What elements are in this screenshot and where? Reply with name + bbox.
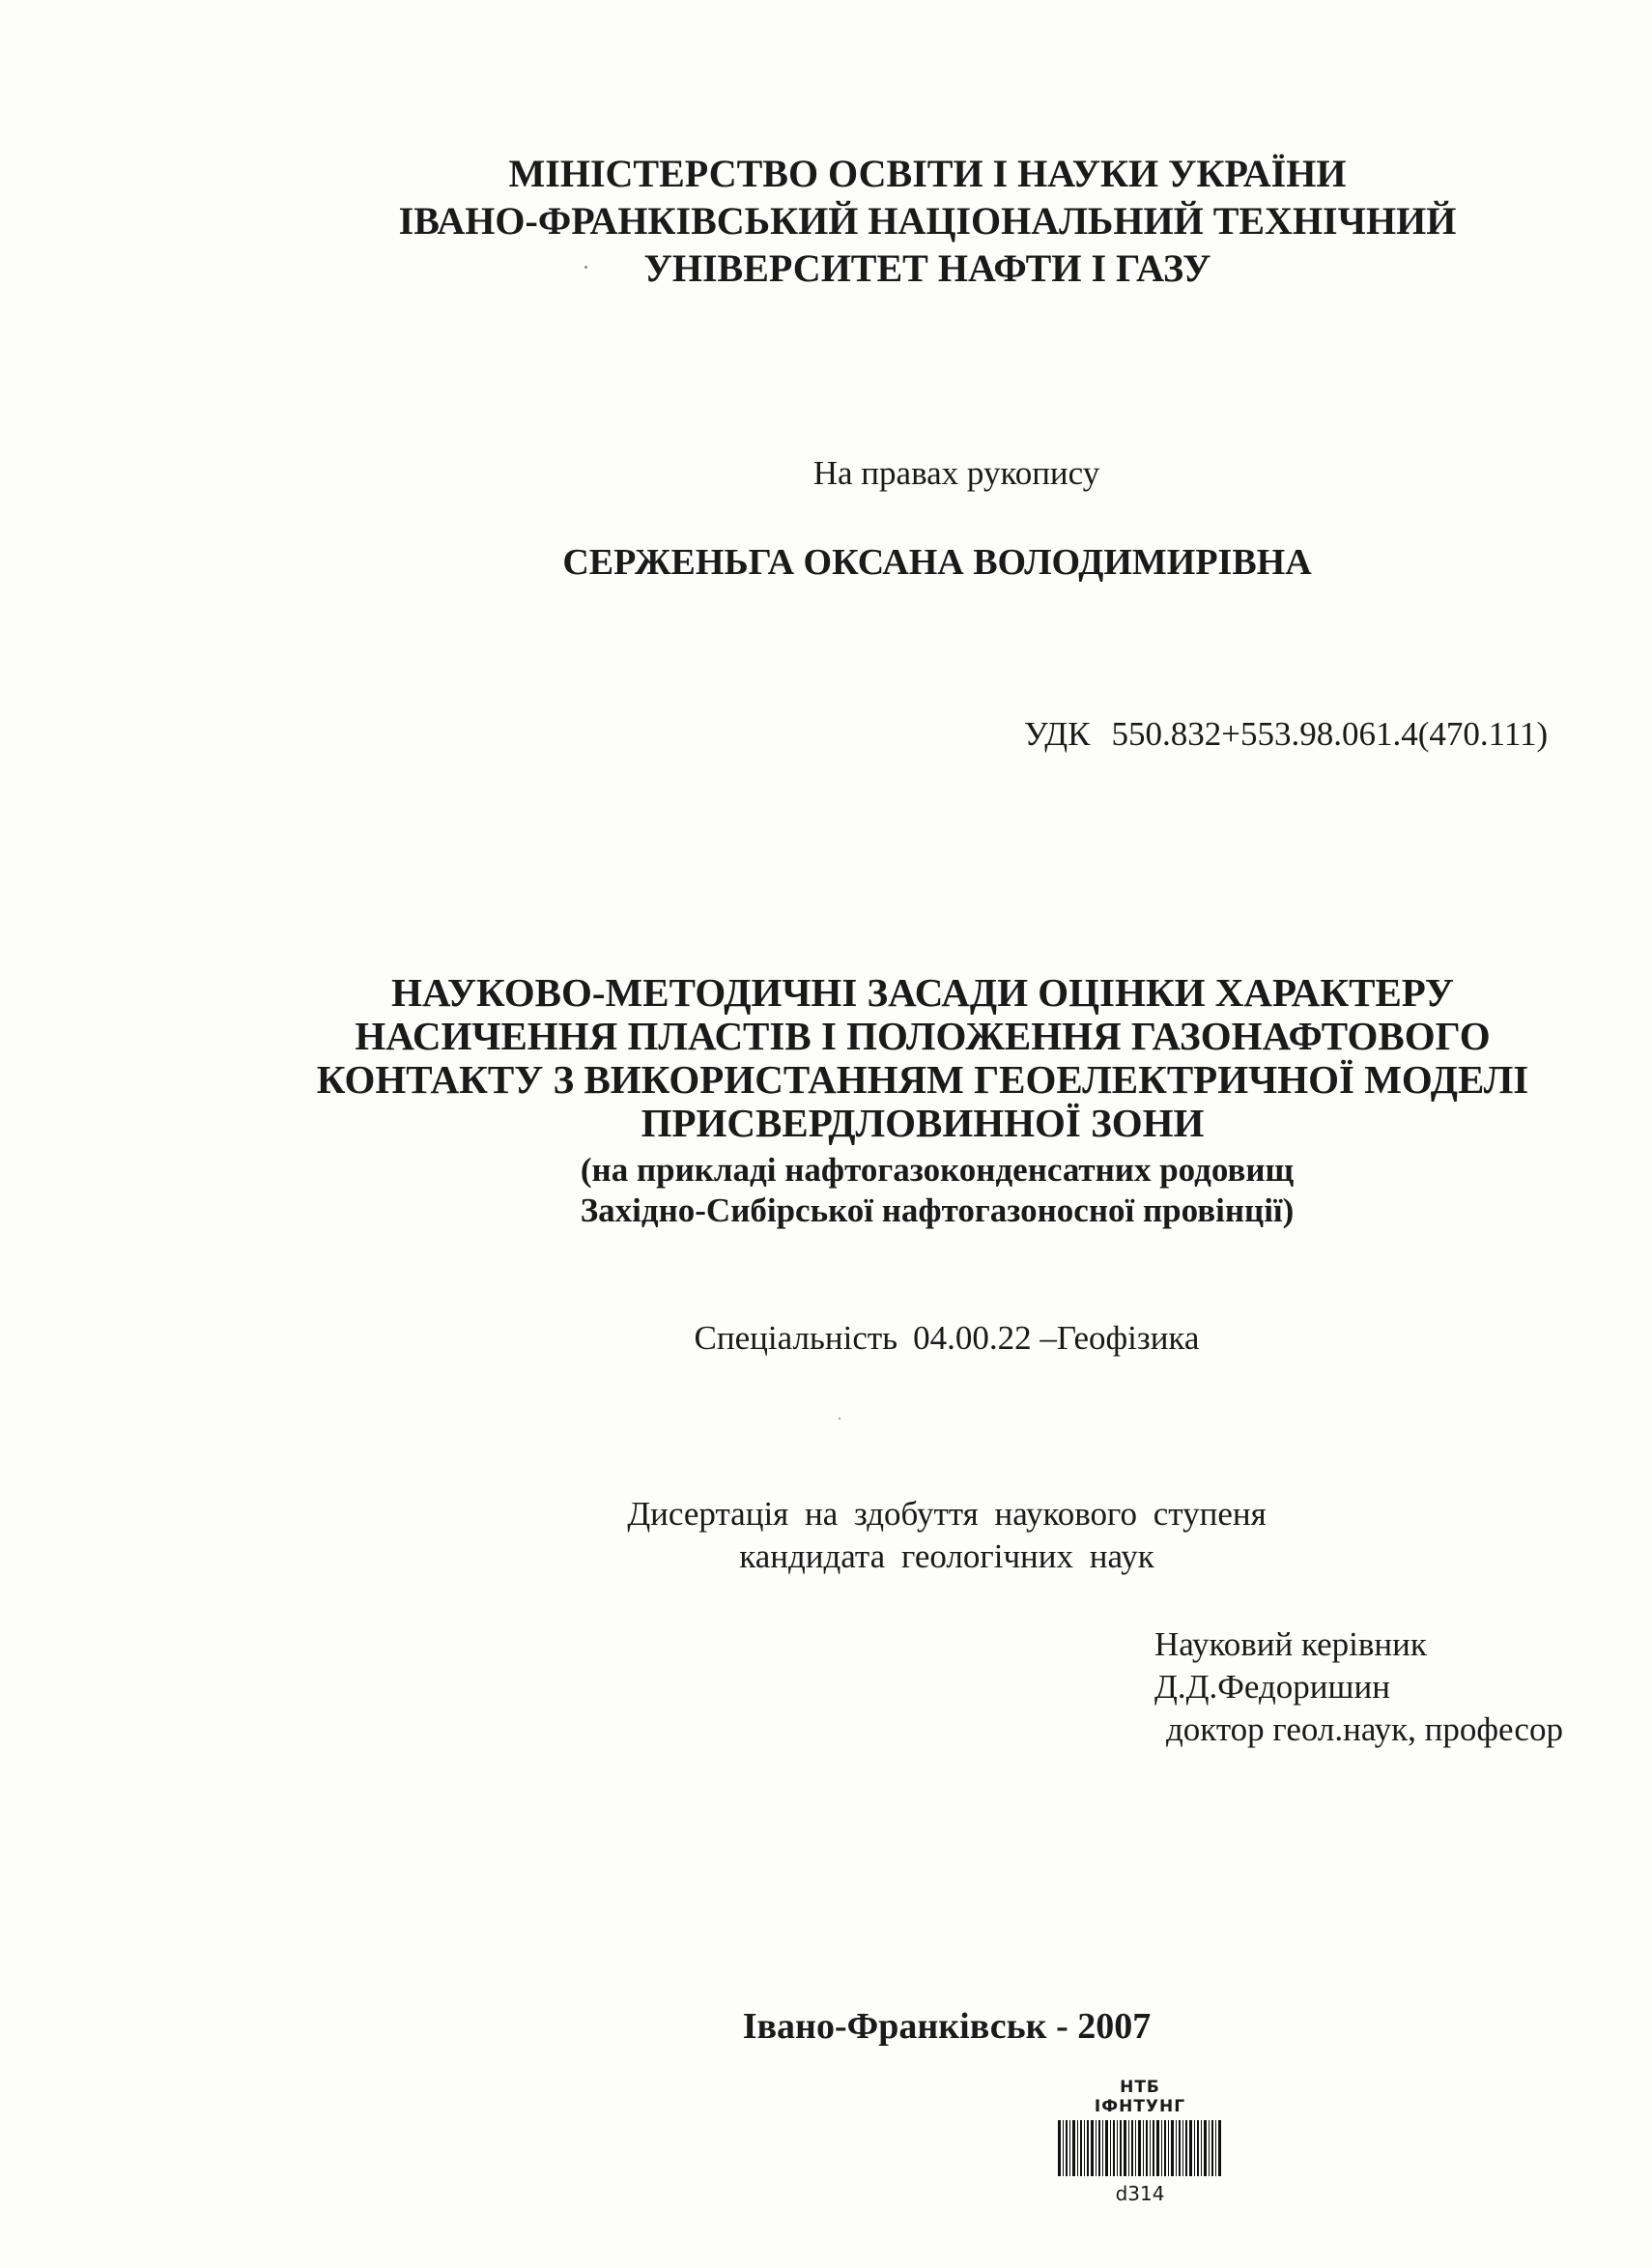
udk-label: УДК: [1024, 715, 1091, 753]
library-stamp: [1053, 2078, 1227, 2205]
manuscript-note: На правах рукопису: [812, 454, 1100, 492]
header-line-university: ІВАНО-ФРАНКІВСЬКИЙ НАЦІОНАЛЬНИЙ ТЕХНІЧНИЙ: [398, 199, 1457, 243]
supervisor-name: Д.Д.Федоришин: [1154, 1668, 1390, 1706]
dissertation-subtitle: [454, 1150, 1420, 1231]
degree-statement: [483, 1493, 1410, 1578]
subtitle-line-2: Західно-Сибірської нафтогазоносної провінції): [580, 1191, 1295, 1229]
supervisor-degree: доктор геол.наук, професор: [1166, 1710, 1563, 1748]
degree-line-2: кандидата геологічних наук: [739, 1537, 1154, 1575]
author-name: СЕРЖЕНЬГА ОКСАНА ВОЛОДИМИРІВНА: [562, 542, 1312, 583]
header-line-ministry: МІНІСТЕРСТВО ОСВІТИ І НАУКИ УКРАЇНИ: [508, 152, 1347, 195]
udk-value: 550.832+553.98.061.4(470.111): [1111, 715, 1549, 753]
title-line-2: НАСИЧЕННЯ ПЛАСТІВ І ПОЛОЖЕННЯ ГАЗОНАФТОВОГО: [355, 1014, 1491, 1058]
stamp-code: d314: [1115, 2182, 1165, 2205]
scan-speck: [584, 266, 587, 269]
header-line-university-cont: УНІВЕРСИТЕТ НАФТИ І ГАЗУ: [643, 246, 1211, 290]
ministry-header: [319, 150, 1536, 292]
title-line-4: ПРИСВЕРДЛОВИННОЇ ЗОНИ: [641, 1101, 1205, 1145]
stamp-line-1: НТБ: [1120, 2078, 1160, 2097]
supervisor-role: Науковий керівник: [1154, 1625, 1427, 1663]
speciality: [502, 1319, 1391, 1358]
dissertation-title: [261, 971, 1584, 1145]
title-line-3: КОНТАКТУ З ВИКОРИСТАННЯМ ГЕОЕЛЕКТРИЧНОЇ МОДЕЛІ: [316, 1057, 1529, 1102]
city-year: Івано-Франківськ - 2007: [742, 2006, 1152, 2047]
title-line-1: НАУКОВО-МЕТОДИЧНІ ЗАСАДИ ОЦІНКИ ХАРАКТЕРУ: [391, 970, 1454, 1015]
subtitle-line-1: (на прикладі нафтогазоконденсатних родовищ: [580, 1151, 1295, 1189]
speciality-value: 04.00.22 –Геофізика: [913, 1319, 1200, 1357]
supervisor-block: [1154, 1623, 1638, 1751]
stamp-line-2: ІФНТУНГ: [1094, 2097, 1186, 2116]
degree-line-1: Дисертація на здобуття наукового ступеня: [627, 1495, 1267, 1533]
speciality-label: Спеціальність: [694, 1319, 898, 1357]
udk-code: [1024, 715, 1642, 754]
barcode: [1058, 2120, 1222, 2176]
scan-speck: [839, 1418, 840, 1420]
